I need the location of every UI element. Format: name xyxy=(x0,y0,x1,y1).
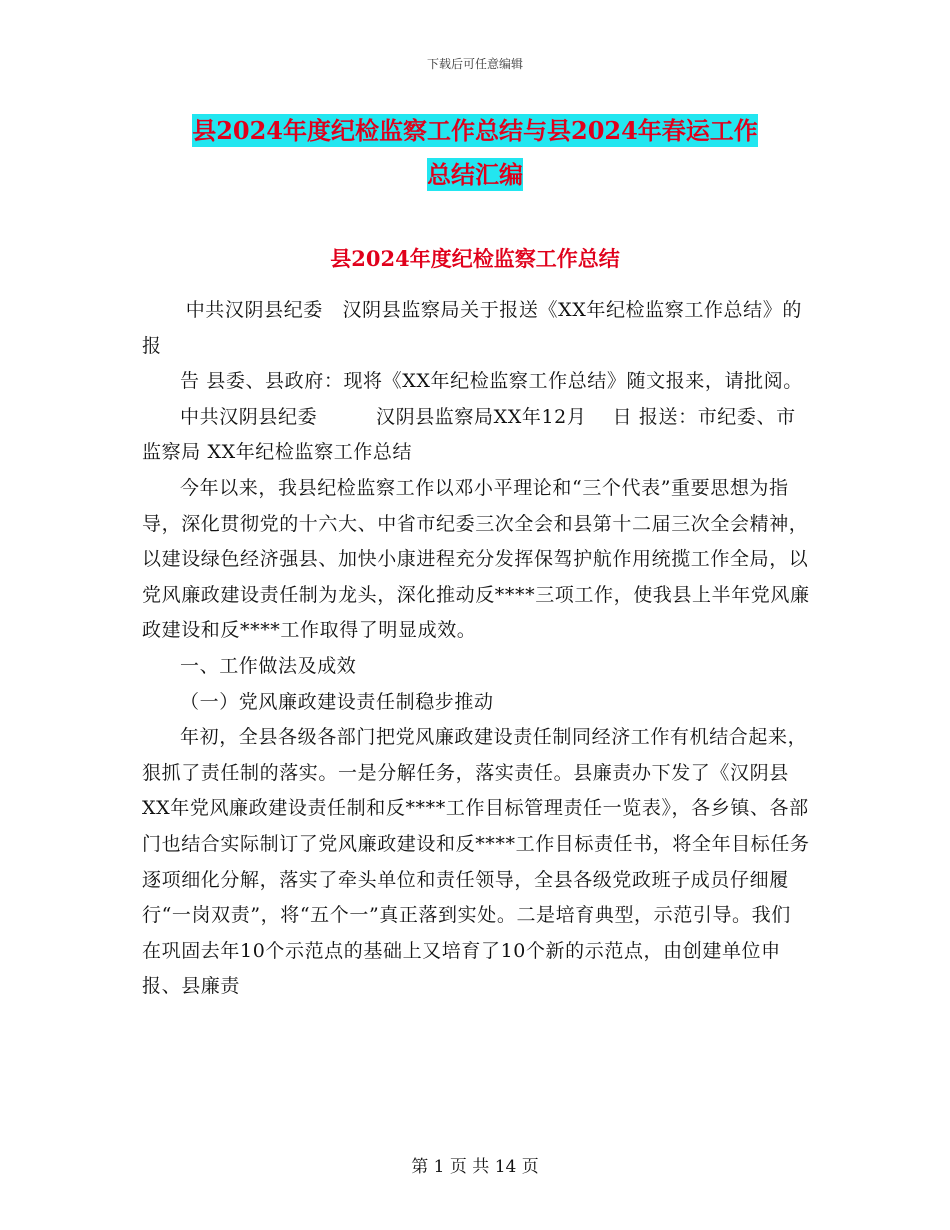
paragraph-body: 年初，全县各级各部门把党风廉政建设责任制同经济工作有机结合起来，狠抓了责任制的落实。一是分解任务，落实责任。县廉责办下发了《汉阴县XX年党风廉政建设责任制和反****工作目标管理责任一览表》，各乡镇、各部门也结合实际制订了党风廉政建设和反****工作目标责任书，将全年目标任务逐项细化分解，落实了牵头单位和责任领导，全县各级党政班子成员仔细履行“一岗双责”，将“五个一”真正落到实处。二是培育典型，示范引导。我们在巩固去年10个示范点的基础上又培育了10个新的示范点，由创建单位申报、县廉责 xyxy=(142,726,810,998)
paragraph-signature: 中共汉阴县纪委 汉阴县监察局XX年12月 日 报送：市纪委、市监察局 XX年纪检监察工作总结 xyxy=(142,405,796,464)
title-line-1-text: 县2024年度纪检监察工作总结与县2024年春运工作 xyxy=(192,116,758,145)
paragraph-addressee: 告 县委、县政府：现将《XX年纪检监察工作总结》随文报来，请批阅。 xyxy=(180,370,803,393)
document-title-line-2 xyxy=(0,152,950,198)
page-footer: 第 1 页 共 14 页 xyxy=(411,1157,539,1177)
section-title: 县2024年度纪检监察工作总结 xyxy=(330,246,620,271)
header-note: 下载后可任意编辑 xyxy=(426,57,523,71)
title-line-2-text: 总结汇编 xyxy=(427,160,523,189)
document-title-line-1 xyxy=(0,108,950,154)
document-body xyxy=(142,293,810,1005)
paragraph-report-heading: 中共汉阴县纪委 汉阴县监察局关于报送《XX年纪检监察工作总结》的报 xyxy=(142,299,802,357)
heading-section-1: 一、工作做法及成效 xyxy=(180,654,357,677)
paragraph-intro: 今年以来，我县纪检监察工作以邓小平理论和“三个代表”重要思想为指导，深化贯彻党的十六大、中省市纪委三次全会和县第十二届三次全会精神，以建设绿色经济强县、加快小康进程充分发挥保驾护航作用统揽工作全局，以党风廉政建设责任制为龙头，深化推动反****三项工作，使我县上半年党风廉政建设和反****工作取得了明显成效。 xyxy=(142,476,810,642)
heading-subsection-1: （一）党风廉政建设责任制稳步推动 xyxy=(180,690,494,713)
